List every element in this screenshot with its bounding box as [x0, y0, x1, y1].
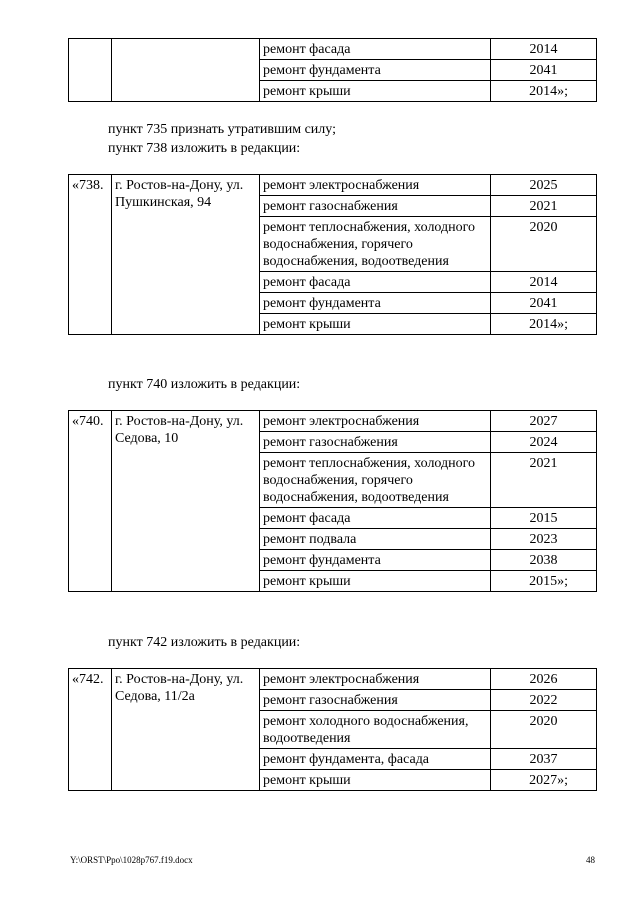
footer-file-path: Y:\ORST\Ppo\1028p767.f19.docx [70, 855, 193, 865]
address-cell: г. Ростов-на-Дону, ул. Седова, 11/2а [112, 669, 260, 791]
work-type-cell: ремонт электроснабжения [260, 411, 491, 432]
work-type-cell: ремонт фундамента, фасада [260, 749, 491, 770]
address-cell: г. Ростов-на-Дону, ул. Седова, 10 [112, 411, 260, 592]
table-row [69, 669, 597, 690]
table-row [69, 411, 597, 432]
table-row [69, 39, 597, 60]
year-cell: 2020 [491, 711, 597, 749]
paragraph-line: пункт 738 изложить в редакции: [108, 141, 301, 156]
work-type-cell: ремонт крыши [260, 770, 491, 791]
year-cell: 2041 [491, 293, 597, 314]
work-type-cell: ремонт электроснабжения [260, 669, 491, 690]
item-number: «740. [69, 411, 112, 592]
address-cell [112, 39, 260, 102]
work-type-cell: ремонт фасада [260, 508, 491, 529]
paragraph-line: пункт 735 признать утратившим силу; [108, 122, 336, 137]
year-cell: 2021 [491, 196, 597, 217]
year-cell: 2015»; [491, 571, 597, 592]
paragraph-line: пункт 742 изложить в редакции: [108, 635, 301, 650]
work-type-cell: ремонт крыши [260, 314, 491, 335]
work-type-cell: ремонт газоснабжения [260, 196, 491, 217]
footer-page-number: 48 [586, 855, 595, 865]
year-cell: 2015 [491, 508, 597, 529]
work-type-cell: ремонт теплоснабжения, холодного водоснабжения, горячего водоснабжения, водоотведения [260, 217, 491, 272]
repair-schedule-table [68, 668, 597, 791]
item-number [69, 39, 112, 102]
year-cell: 2041 [491, 60, 597, 81]
year-cell: 2014 [491, 39, 597, 60]
work-type-cell: ремонт холодного водоснабжения, водоотведения [260, 711, 491, 749]
work-type-cell: ремонт крыши [260, 81, 491, 102]
work-type-cell: ремонт электроснабжения [260, 175, 491, 196]
year-cell: 2023 [491, 529, 597, 550]
repair-schedule-table [68, 38, 597, 102]
year-cell: 2014»; [491, 314, 597, 335]
work-type-cell: ремонт подвала [260, 529, 491, 550]
work-type-cell: ремонт фундамента [260, 60, 491, 81]
year-cell: 2024 [491, 432, 597, 453]
year-cell: 2020 [491, 217, 597, 272]
repair-schedule-table [68, 174, 597, 335]
year-cell: 2025 [491, 175, 597, 196]
year-cell: 2014 [491, 272, 597, 293]
work-type-cell: ремонт крыши [260, 571, 491, 592]
work-type-cell: ремонт фундамента [260, 550, 491, 571]
paragraph-line: пункт 740 изложить в редакции: [108, 377, 301, 392]
table-row [69, 175, 597, 196]
work-type-cell: ремонт газоснабжения [260, 690, 491, 711]
work-type-cell: ремонт газоснабжения [260, 432, 491, 453]
work-type-cell: ремонт фасада [260, 39, 491, 60]
repair-schedule-table [68, 410, 597, 592]
item-number: «742. [69, 669, 112, 791]
year-cell: 2038 [491, 550, 597, 571]
work-type-cell: ремонт теплоснабжения, холодного водоснабжения, горячего водоснабжения, водоотведения [260, 453, 491, 508]
year-cell: 2021 [491, 453, 597, 508]
work-type-cell: ремонт фундамента [260, 293, 491, 314]
year-cell: 2027 [491, 411, 597, 432]
address-cell: г. Ростов-на-Дону, ул. Пушкинская, 94 [112, 175, 260, 335]
item-number: «738. [69, 175, 112, 335]
work-type-cell: ремонт фасада [260, 272, 491, 293]
year-cell: 2022 [491, 690, 597, 711]
year-cell: 2014»; [491, 81, 597, 102]
year-cell: 2027»; [491, 770, 597, 791]
year-cell: 2026 [491, 669, 597, 690]
year-cell: 2037 [491, 749, 597, 770]
